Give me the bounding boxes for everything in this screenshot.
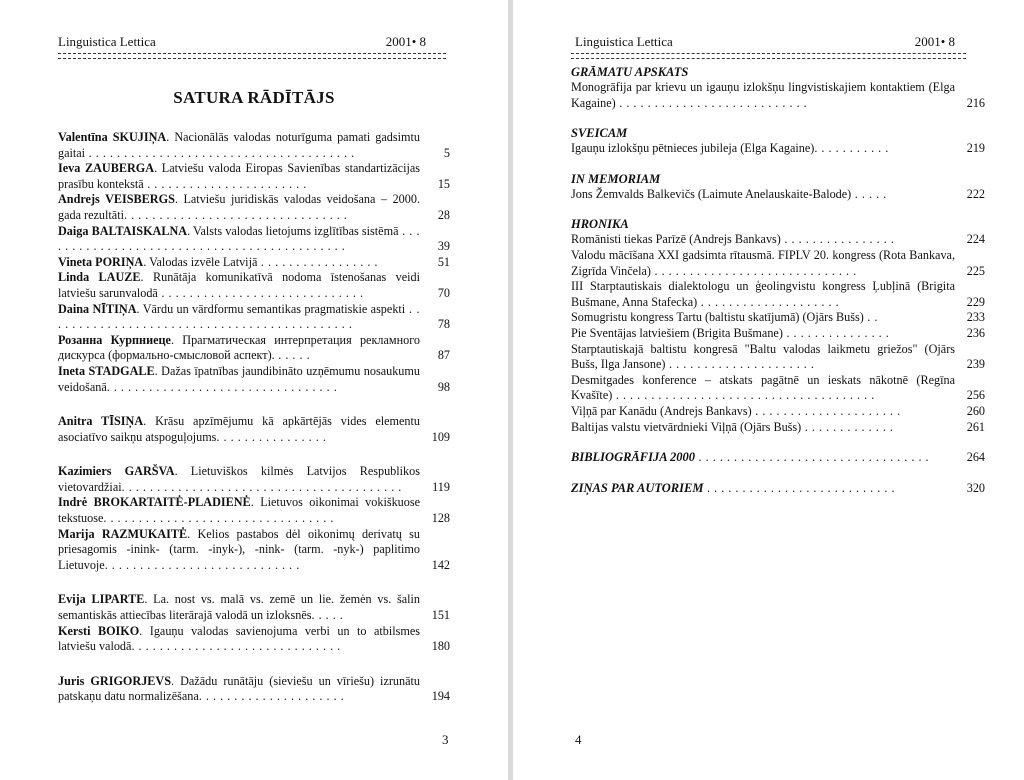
toc-article-title: Starptautiskajā baltistu kongresā "Baltu valodas laikmetu griežos" (Ojārs Bušs, Ilga Jansone) bbox=[571, 341, 955, 372]
toc-entry-text bbox=[58, 224, 420, 255]
toc-entry bbox=[571, 480, 985, 497]
toc-section bbox=[571, 480, 985, 497]
toc-entry-text bbox=[58, 364, 420, 395]
toc-entry bbox=[58, 464, 450, 495]
toc-entry-text bbox=[571, 279, 955, 310]
toc-page-number: 194 bbox=[431, 689, 450, 704]
toc-author: Andrejs VEISBERGS bbox=[58, 192, 175, 207]
toc-leader-dots: . . . . . . . . . . . . . . . . bbox=[780, 232, 895, 247]
toc-author: Valentīna SKUJIŅA bbox=[58, 130, 167, 144]
toc-article-title: . Lietuvos oikonimai vokiškuose tekstuose bbox=[58, 495, 421, 526]
toc-entry bbox=[571, 141, 985, 157]
toc-page-number: 142 bbox=[431, 557, 450, 572]
section-heading: GRĀMATU APSKATS bbox=[571, 65, 689, 79]
toc-leader-dots: . . . . . . . . . . . . . . . . . . . . . . . . . . . bbox=[615, 95, 808, 110]
toc-author: Ieva ZAUBERGA bbox=[58, 161, 155, 176]
toc-author: Vineta PORIŅA bbox=[58, 254, 144, 269]
toc-section bbox=[571, 171, 985, 203]
toc-page-number: 109 bbox=[431, 429, 450, 444]
toc-entry bbox=[58, 624, 450, 655]
toc-leader-dots: . . . . . bbox=[274, 348, 311, 363]
toc-leader-dots: . . . . . . . . . . . . . . . . . . . . . . . . . . . . . . . . . . . . . . bbox=[85, 145, 355, 160]
toc-author: Розанна Курпниеце bbox=[58, 332, 171, 347]
toc-entry-text bbox=[58, 270, 420, 301]
toc-entry bbox=[58, 161, 450, 192]
toc-article-title: . Valsts valodas lietojums izglītības sistēmā bbox=[187, 223, 399, 238]
toc-article-title: III Starptautiskais dialektologu un ģeolingvistu kongress Ļubļinā (Brigita Bušmane, Anna Stafecka) bbox=[571, 279, 955, 309]
section-heading: SVEICAM bbox=[571, 126, 628, 141]
toc-entry bbox=[58, 674, 450, 705]
toc-entry-text bbox=[58, 161, 420, 192]
toc-article-title: . Igauņu valodas savienojuma verbi un to atbilsmes latviešu valodā bbox=[58, 623, 420, 654]
toc-entry bbox=[58, 592, 450, 623]
toc-section bbox=[571, 125, 985, 157]
toc-leader-dots: . . . . . . . . . . . . . . . . . . . . . bbox=[665, 357, 815, 372]
toc-leader-dots: . . . . . bbox=[311, 608, 344, 623]
page-number: 3 bbox=[442, 732, 449, 747]
toc-author: Daina NĪTIŅA bbox=[58, 301, 137, 316]
toc-leader-dots: . . . . . . . . . . . . . . . . . bbox=[257, 254, 378, 269]
toc-entry-text bbox=[58, 192, 420, 223]
toc-entry bbox=[571, 420, 985, 436]
toc-entry-text bbox=[571, 310, 955, 326]
toc-leader-dots: . . . . . . . . . . . . . . . . . . . . . . . . . . . . . . . . . bbox=[103, 511, 334, 526]
toc-entry bbox=[58, 255, 450, 271]
toc-page-number: 70 bbox=[437, 285, 450, 300]
journal-title: Linguistica Lettica bbox=[575, 34, 673, 49]
toc-page-number: 320 bbox=[966, 480, 985, 495]
toc-entry bbox=[571, 342, 985, 373]
toc-entry bbox=[571, 232, 985, 248]
toc-leader-dots: . . . . . . . . . . . . . . . . . . . . . . . . . . . . . . . . bbox=[123, 207, 348, 222]
toc-page-number: 239 bbox=[966, 357, 985, 372]
toc-entry-text bbox=[571, 326, 955, 342]
toc-entry-text bbox=[58, 592, 420, 623]
toc-entry bbox=[58, 364, 450, 395]
toc-entry bbox=[58, 130, 450, 161]
toc-author: Daiga BALTAISKALNA bbox=[58, 223, 188, 238]
toc-entries bbox=[58, 130, 450, 705]
toc-section bbox=[571, 64, 985, 111]
toc-entry bbox=[58, 224, 450, 255]
toc-entry bbox=[571, 279, 985, 310]
toc-entry-text bbox=[58, 624, 420, 655]
toc-page-number: 78 bbox=[437, 317, 450, 332]
toc-entry-text bbox=[571, 232, 955, 248]
toc-article-title: . Latviešu juridiskās valodas veidošana – 2000. gada rezultāti bbox=[58, 192, 420, 222]
toc-entry bbox=[571, 326, 985, 342]
toc-author: Linda LAUZE bbox=[58, 270, 141, 285]
toc-entry bbox=[58, 270, 450, 301]
toc-page-number: 236 bbox=[966, 325, 985, 340]
toc-entry bbox=[571, 80, 985, 111]
issue-number: 2001• 8 bbox=[385, 34, 426, 49]
toc-page-number: 222 bbox=[966, 186, 985, 201]
toc-article-title: . La. nost vs. malā vs. zemē un lie. žemėn vs. šalin semantiskās attiecības literārajā valodā un izloksnēs bbox=[58, 592, 420, 623]
toc-entry-text bbox=[571, 404, 955, 420]
section-heading: HRONIKA bbox=[571, 217, 629, 232]
section-heading: IN MEMORIAM bbox=[571, 171, 661, 186]
toc-entry-text bbox=[571, 248, 955, 279]
toc-article-title: . Nacionālās valodas noturīguma pamati gadsimtu gaitai bbox=[58, 130, 420, 160]
toc-entry bbox=[571, 310, 985, 326]
toc-article-title: Jons Žemvalds Balkevičs (Laimute Anelauskaite-Balode) bbox=[571, 186, 852, 201]
toc-sections bbox=[571, 64, 985, 510]
toc-article-title: . Dažas īpatnības jaundibināto uzņēmumu nosaukumu veidošanā bbox=[58, 363, 420, 394]
toc-author: Kazimiers GARŠVA bbox=[58, 464, 175, 479]
toc-article-title: . Lietuviškos kilmės Latvijos Respublikos vietovardžiai bbox=[58, 464, 420, 494]
toc-author: Juris GRIGORJEVS bbox=[58, 673, 172, 688]
toc-page-number: 15 bbox=[437, 176, 450, 191]
toc-leader-dots: . . bbox=[863, 310, 878, 325]
toc-leader-dots: . . . . . bbox=[851, 186, 887, 201]
toc-leader-dots: . . . . . . . . . . . . . bbox=[801, 419, 894, 434]
toc-leader-dots: . . . . . . . . . . . . . . . . . . . . . . . . . . . . . bbox=[650, 263, 857, 278]
toc-leader-dots: . . . . . . . . . . . . . . . . . . . . . . . . . . . . . . . . . bbox=[695, 450, 930, 465]
toc-entry bbox=[58, 333, 450, 364]
toc-entry-text bbox=[58, 674, 420, 705]
toc-entry-text bbox=[571, 480, 955, 497]
toc-page-number: 51 bbox=[437, 254, 450, 269]
toc-leader-dots: . . . . . . . . . . . . . . . . . . . . . . . . . . . . . bbox=[157, 285, 364, 300]
toc-entry-text bbox=[571, 187, 955, 203]
toc-entry-text bbox=[571, 373, 955, 404]
toc-leader-dots: . . . . . . . . . . . . . . . . . . . . . . . . . . . . . . . . . . . . . . . . . . . . bbox=[58, 223, 420, 254]
running-header bbox=[58, 34, 426, 50]
toc-entry bbox=[58, 192, 450, 223]
toc-entry-text bbox=[58, 333, 420, 364]
toc-page-number: 180 bbox=[431, 639, 450, 654]
toc-article-title: . Krāsu apzīmējumu kā apkārtējās vides elementu asociatīvo saikņu atspoguļojums bbox=[58, 414, 420, 444]
toc-entry-text bbox=[58, 495, 420, 526]
toc-author: Indrė BROKARTAITĖ-PLADIENĖ bbox=[58, 495, 251, 510]
toc-page-number: 256 bbox=[966, 388, 985, 403]
toc-entry-text bbox=[571, 420, 955, 436]
toc-page-number: 216 bbox=[966, 95, 985, 110]
toc-article-title: Baltijas valstu vietvārdnieki Viļņā (Ojārs Bušs) bbox=[571, 419, 802, 434]
toc-entry bbox=[571, 373, 985, 404]
toc-article-title: . Runātāja komunikatīvā nodoma īstenošanas veidi latviešu sarunvalodā bbox=[58, 270, 421, 300]
toc-entry-text bbox=[571, 141, 955, 157]
toc-entry-text bbox=[571, 80, 955, 111]
toc-article-title: . Vārdu un vārdformu semantikas pragmatiskie aspekti bbox=[136, 301, 406, 316]
toc-entry bbox=[58, 495, 450, 526]
toc-article-title: Igauņu izlokšņu pētnieces jubileja (Elga Kagaine) bbox=[571, 141, 815, 156]
toc-leader-dots: . . . . . . . . . . . bbox=[814, 141, 889, 156]
toc-article-title: . Kelios pastabos dėl oikonimų derivatų su priesagomis -inink- (tarm. -inyk-), -nink- (tarm. -nyk-) paplitimo Lietuvoje bbox=[58, 526, 420, 572]
toc-leader-dots: . . . . . . . . . . . . . . . . . . . . . . . . . . . . . . . . . . . . . . . . bbox=[121, 479, 402, 494]
toc-page-number: 264 bbox=[966, 450, 985, 465]
toc-author: Anitra TĪSIŅA bbox=[58, 414, 144, 429]
journal-title: Linguistica Lettica bbox=[58, 34, 156, 49]
page-number: 4 bbox=[575, 732, 582, 747]
toc-page-number: 261 bbox=[966, 419, 985, 434]
toc-leader-dots: . . . . . . . . . . . . . . . . bbox=[216, 429, 327, 444]
toc-leader-dots: . . . . . . . . . . . . . . . . . . . . . . . . . . . . . . bbox=[131, 639, 341, 654]
toc-leader-dots: . . . . . . . . . . . . . . . . . . . . . . . . . . . . bbox=[104, 557, 300, 572]
toc-article-title: Viļņā par Kanādu (Andrejs Bankavs) bbox=[571, 403, 752, 418]
toc-entry bbox=[58, 414, 450, 445]
toc-leader-dots: . . . . . . . . . . . . . . . . . . . . . . . . . . . . . . . . . bbox=[106, 379, 338, 394]
toc-article-title: . Latviešu valoda Eiropas Savienības standartizācijas prasību kontekstā bbox=[58, 161, 420, 191]
toc-page-number: 260 bbox=[966, 403, 985, 418]
toc-entry-text bbox=[58, 414, 420, 445]
toc-entry-text bbox=[58, 302, 420, 333]
toc-leader-dots: . . . . . . . . . . . . . . . . . . . . . bbox=[198, 689, 345, 704]
toc-entry bbox=[571, 187, 985, 203]
toc-entry bbox=[58, 302, 450, 333]
toc-article-title: . Прагматическая интерпретация рекламного дискурса (формально-смысловой аспект). bbox=[58, 332, 420, 363]
toc-leader-dots: . . . . . . . . . . . . . . . . . . . . . . . . . . . . . . . . . . . . . bbox=[612, 388, 875, 403]
toc-title: SATURA RĀDĪTĀJS bbox=[173, 88, 335, 107]
toc-entry-text bbox=[58, 255, 420, 271]
toc-page-number: 5 bbox=[443, 145, 450, 160]
right-page bbox=[513, 0, 1024, 780]
toc-author: Evija LIPARTE bbox=[58, 592, 145, 607]
toc-entry-text bbox=[571, 449, 955, 466]
toc-leader-dots: . . . . . . . . . . . . . . . . . . . . . . . bbox=[143, 176, 307, 191]
toc-page-number: 39 bbox=[437, 239, 450, 254]
toc-article-title: Pie Sventājas latviešiem (Brigita Bušmane) bbox=[571, 325, 783, 340]
toc-page-number: 151 bbox=[431, 608, 450, 623]
toc-author: Ineta STADGALE bbox=[58, 363, 155, 378]
section-heading: BIBLIOGRĀFIJA 2000 bbox=[571, 450, 695, 465]
section-heading: ZIŅAS PAR AUTORIEM bbox=[571, 480, 704, 495]
toc-page-number: 229 bbox=[966, 294, 985, 309]
toc-entry bbox=[58, 527, 450, 574]
toc-author: Kersti BOIKO bbox=[58, 623, 140, 638]
toc-leader-dots: . . . . . . . . . . . . . . . . . . . . bbox=[697, 294, 840, 309]
toc-article-title: Monogrāfija par krievu un igauņu izlokšņu lingvistiskajiem kontaktiem (Elga Kagaine) bbox=[571, 80, 955, 110]
toc-page-number: 28 bbox=[437, 207, 450, 222]
toc-leader-dots: . . . . . . . . . . . . . . . bbox=[782, 325, 890, 340]
toc-leader-dots: . . . . . . . . . . . . . . . . . . . . . . . . . . . bbox=[703, 480, 895, 495]
toc-page-number: 98 bbox=[437, 379, 450, 394]
left-page bbox=[0, 0, 508, 780]
toc-article-title: . Valodas izvēle Latvijā bbox=[143, 254, 258, 269]
toc-page-number: 119 bbox=[432, 479, 450, 494]
toc-page-number: 219 bbox=[966, 141, 985, 156]
toc-leader-dots: . . . . . . . . . . . . . . . . . . . . . bbox=[751, 403, 901, 418]
toc-article-title: Somugristu kongress Tartu (baltistu skatījumā) (Ojārs Bušs) bbox=[571, 310, 864, 325]
toc-entry bbox=[571, 404, 985, 420]
toc-entry bbox=[571, 248, 985, 279]
issue-number: 2001• 8 bbox=[914, 34, 955, 49]
toc-page-number: 128 bbox=[431, 511, 450, 526]
toc-section bbox=[571, 449, 985, 466]
toc-article-title: Romānisti tiekas Parīzē (Andrejs Bankavs) bbox=[571, 232, 781, 247]
toc-page-number: 87 bbox=[437, 348, 450, 363]
toc-article-title: . Dažādu runātāju (sieviešu un vīriešu) izrunātu patskaņu datu normalizēšana bbox=[58, 673, 420, 704]
toc-entry-text bbox=[571, 342, 955, 373]
toc-page-number: 224 bbox=[966, 232, 985, 247]
toc-article-title: Valodu mācīšana XXI gadsimta rītausmā. FIPLV 20. kongress (Rota Bankava, Zigrīda Vinčela) bbox=[571, 247, 955, 278]
toc-author: Marija RAZMUKAITĖ bbox=[58, 526, 188, 541]
toc-entry-text bbox=[58, 464, 420, 495]
toc-article-title: Desmitgades konference – atskats pagātnē un ieskats nākotnē (Regīna Kvašīte) bbox=[571, 372, 955, 403]
header-rule bbox=[58, 53, 446, 59]
toc-entry bbox=[571, 449, 985, 466]
running-header bbox=[575, 34, 955, 50]
toc-leader-dots: . . . . . . . . . . . . . . . . . . . . . . . . . . . . . . . . . . . . . . . . . . . . bbox=[58, 301, 420, 332]
toc-content bbox=[58, 64, 450, 705]
toc-page-number: 233 bbox=[966, 310, 985, 325]
toc-section bbox=[571, 216, 985, 435]
toc-entry-text bbox=[58, 130, 420, 161]
toc-entry-text bbox=[58, 527, 420, 574]
header-rule bbox=[571, 53, 966, 59]
toc-page-number: 225 bbox=[966, 263, 985, 278]
